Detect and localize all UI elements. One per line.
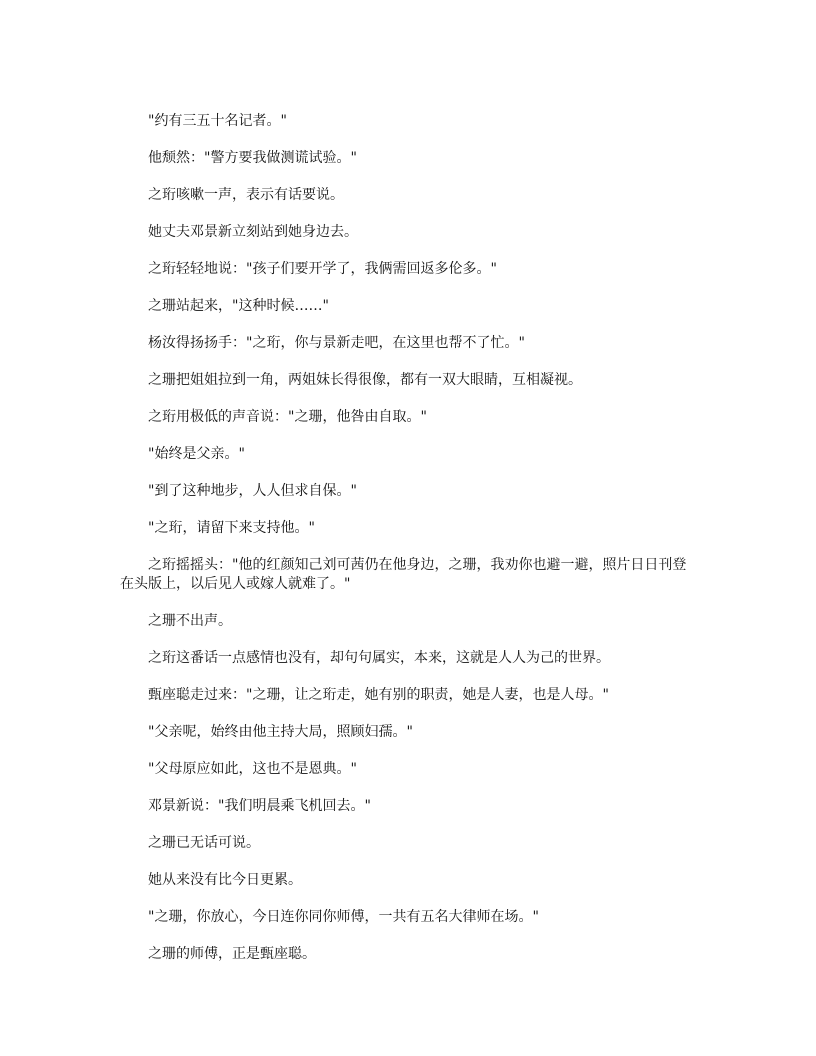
paragraph: "到了这种地步，人人但求自保。" [148,483,357,499]
paragraph: 她从来没有比今日更累。 [148,872,302,888]
paragraph: 之珊把姐姐拉到一角，两姐妹长得很像，都有一双大眼睛，互相凝视。 [148,372,582,388]
paragraph: 之珊站起来，"这种时候……" [148,298,329,314]
paragraph: "之珊，你放心，今日连你同你师傅，一共有五名大律师在场。" [148,909,539,925]
paragraph: 之珊已无话可说。 [148,835,260,851]
paragraph: "约有三五十名记者。" [148,113,287,129]
paragraph: 之珩这番话一点感情也没有，却句句属实，本来，这就是人人为己的世界。 [148,650,610,666]
paragraph: 之珩摇摇头："他的红颜知己刘可茜仍在他身边，之珊，我劝你也避一避，照片日日刊登在头版上，以后见人或嫁人就难了。" [120,557,687,592]
document-body [120,112,700,982]
paragraph: 之珊不出声。 [148,613,232,629]
paragraph: 杨汝得扬扬手："之珩，你与景新走吧，在这里也帮不了忙。" [148,335,525,351]
paragraph: "父母原应如此，这也不是恩典。" [148,761,357,777]
paragraph: "之珩，请留下来支持他。" [148,520,315,536]
paragraph: "父亲呢，始终由他主持大局，照顾妇孺。" [148,724,413,740]
paragraph: 她丈夫邓景新立刻站到她身边去。 [148,224,358,240]
paragraph: 之珩用极低的声音说："之珊，他咎由自取。" [148,409,427,425]
paragraph: "始终是父亲。" [148,446,245,462]
paragraph: 之珊的师傅，正是甄座聪。 [148,946,316,962]
paragraph: 之珩轻轻地说："孩子们要开学了，我俩需回返多伦多。" [148,261,497,277]
paragraph: 他颓然："警方要我做测谎试验。" [148,150,357,166]
paragraph: 甄座聪走过来："之珊，让之珩走，她有别的职责，她是人妻，也是人母。" [148,687,609,703]
paragraph: 之珩咳嗽一声，表示有话要说。 [148,187,344,203]
paragraph: 邓景新说："我们明晨乘飞机回去。" [148,798,371,814]
